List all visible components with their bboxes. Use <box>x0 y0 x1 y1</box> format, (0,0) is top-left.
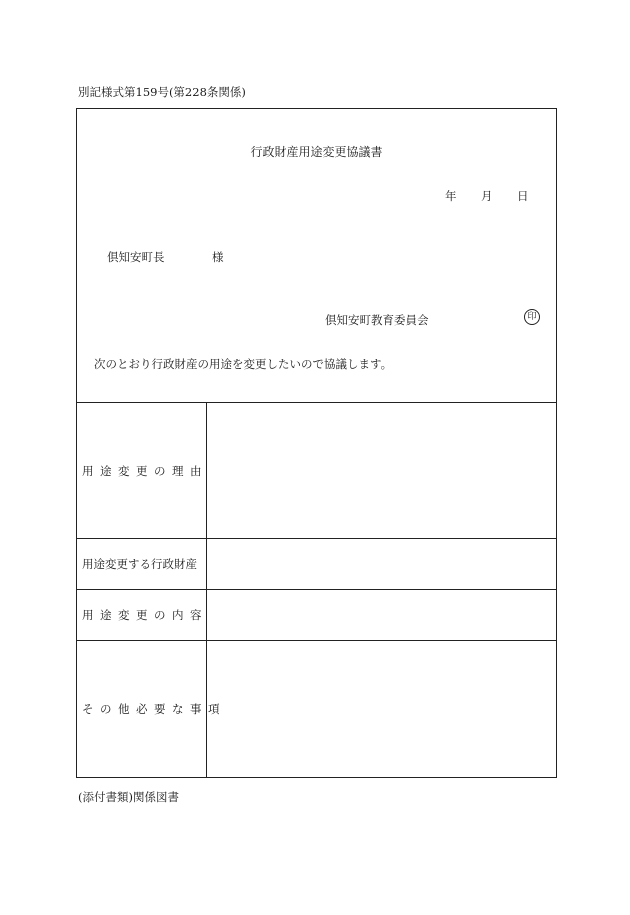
document-title: 行政財産用途変更協議書 <box>250 145 383 159</box>
table-row-property <box>77 539 556 590</box>
table-row-content <box>77 590 556 641</box>
honorific: 様 <box>212 250 224 264</box>
document-frame <box>76 108 557 778</box>
row-field-content <box>207 590 556 640</box>
row-field-other <box>207 641 556 777</box>
table-row-reason <box>77 403 556 539</box>
row-field-reason <box>207 403 556 538</box>
table-row-other <box>77 641 556 777</box>
details-table <box>77 402 556 777</box>
seal-mark: 印 <box>524 309 540 325</box>
date-year-label: 年 <box>445 189 457 203</box>
sender-name: 倶知安町教育委員会 <box>325 313 429 327</box>
form-reference: 別記様式第159号(第228条関係) <box>78 85 246 99</box>
addressee: 倶知安町長 <box>107 250 165 264</box>
row-field-property <box>207 539 556 589</box>
intro-text: 次のとおり行政財産の用途を変更したいので協議します。 <box>94 357 393 371</box>
row-label-reason: 用途変更の理由 <box>77 403 207 538</box>
row-label-other: その他必要な事項 <box>77 641 207 777</box>
date-day-label: 日 <box>517 189 529 203</box>
row-label-property: 用途変更する行政財産 <box>77 539 207 589</box>
attachments-note: (添付書類)関係図書 <box>78 790 179 804</box>
date-month-label: 月 <box>481 189 493 203</box>
row-label-content: 用途変更の内容 <box>77 590 207 640</box>
